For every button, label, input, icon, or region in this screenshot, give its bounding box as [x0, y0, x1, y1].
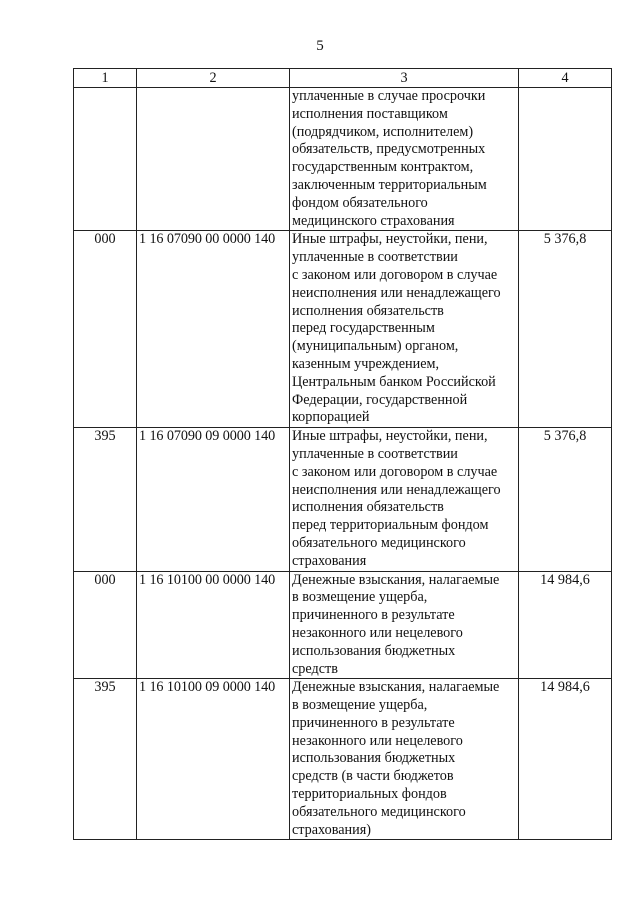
revenue-name-line: обязательного медицинского [292, 534, 466, 551]
revenue-name-cell [290, 428, 519, 571]
revenue-name-cell [290, 88, 519, 231]
revenue-name-line: обязательного медицинского [292, 803, 466, 820]
revenue-name-line: с законом или договором в случае [292, 266, 498, 283]
table-row [74, 231, 612, 428]
revenue-name-line: уплаченные в соответствии [292, 249, 458, 266]
revenue-name-line: средств [292, 660, 338, 677]
revenue-name-line: Центральным банком Российской [292, 373, 496, 390]
revenue-name-cell [290, 571, 519, 679]
table-body [74, 88, 612, 840]
revenue-name-line: территориальных фондов [292, 786, 447, 803]
revenue-name-line: Иные штрафы, неустойки, пени, [292, 231, 488, 248]
revenue-name-line: использования бюджетных [292, 750, 456, 767]
column-header: 4 [519, 69, 612, 88]
revenue-name-line: перед государственным [292, 320, 435, 337]
revenue-name-line: неисполнения или ненадлежащего [292, 284, 501, 301]
revenue-name-line: казенным учреждением, [292, 355, 440, 372]
amount-cell: 14 984,6 [519, 571, 612, 679]
revenue-name-line: фондом обязательного [292, 194, 428, 211]
amount-cell: 5 376,8 [519, 231, 612, 428]
revenue-name-line: исполнения обязательств [292, 499, 444, 516]
budget-classification-code-cell: 1 16 07090 00 0000 140 [137, 231, 290, 428]
amount-cell: 14 984,6 [519, 679, 612, 840]
revenue-name-line: в возмещение ущерба, [292, 589, 428, 606]
admin-code-cell [74, 88, 137, 231]
table-header-row [74, 69, 612, 88]
revenue-name-line: причиненного в результате [292, 714, 455, 731]
revenue-name-line: Федерации, государственной [292, 391, 468, 408]
revenue-name-line: средств (в части бюджетов [292, 768, 454, 785]
column-header: 3 [290, 69, 519, 88]
table-row [74, 428, 612, 571]
revenue-name-line: незаконного или нецелевого [292, 624, 463, 641]
revenue-name-line: корпорацией [292, 409, 370, 426]
revenue-name-line: Денежные взыскания, налагаемые [292, 571, 500, 588]
revenue-name-line: причиненного в результате [292, 607, 455, 624]
admin-code-cell: 395 [74, 428, 137, 571]
admin-code-cell: 000 [74, 571, 137, 679]
budget-classification-code-cell: 1 16 10100 09 0000 140 [137, 679, 290, 840]
revenue-name-line: страхования [292, 552, 367, 569]
revenue-name-line: с законом или договором в случае [292, 463, 498, 480]
revenue-name-line: государственным контрактом, [292, 159, 474, 176]
revenue-name-line: неисполнения или ненадлежащего [292, 481, 501, 498]
column-header: 2 [137, 69, 290, 88]
page-number: 5 [316, 38, 324, 54]
table-row [74, 679, 612, 840]
table-row [74, 571, 612, 679]
budget-revenue-table [73, 68, 612, 840]
revenue-name-line: Иные штрафы, неустойки, пени, [292, 428, 488, 445]
revenue-name-line: заключенным территориальным [292, 176, 487, 193]
revenue-name-line: обязательств, предусмотренных [292, 141, 486, 158]
revenue-name-cell [290, 231, 519, 428]
revenue-name-line: в возмещение ущерба, [292, 697, 428, 714]
revenue-name-line: использования бюджетных [292, 642, 456, 659]
revenue-name-line: перед территориальным фондом [292, 517, 489, 534]
admin-code-cell: 395 [74, 679, 137, 840]
amount-cell: 5 376,8 [519, 428, 612, 571]
budget-classification-code-cell [137, 88, 290, 231]
revenue-name-line: страхования) [292, 821, 371, 838]
revenue-name-line: исполнения обязательств [292, 302, 444, 319]
revenue-name-line: (муниципальным) органом, [292, 338, 459, 355]
revenue-name-cell [290, 679, 519, 840]
table-row [74, 88, 612, 231]
revenue-name-line: исполнения поставщиком [292, 105, 448, 122]
budget-classification-code-cell: 1 16 10100 00 0000 140 [137, 571, 290, 679]
revenue-name-line: (подрядчиком, исполнителем) [292, 123, 474, 140]
budget-classification-code-cell: 1 16 07090 09 0000 140 [137, 428, 290, 571]
column-header: 1 [74, 69, 137, 88]
amount-cell [519, 88, 612, 231]
revenue-name-line: уплаченные в соответствии [292, 445, 458, 462]
revenue-name-line: незаконного или нецелевого [292, 732, 463, 749]
revenue-name-line: уплаченные в случае просрочки [292, 88, 486, 104]
admin-code-cell: 000 [74, 231, 137, 428]
revenue-name-line: медицинского страхования [292, 212, 455, 229]
revenue-name-line: Денежные взыскания, налагаемые [292, 679, 500, 696]
